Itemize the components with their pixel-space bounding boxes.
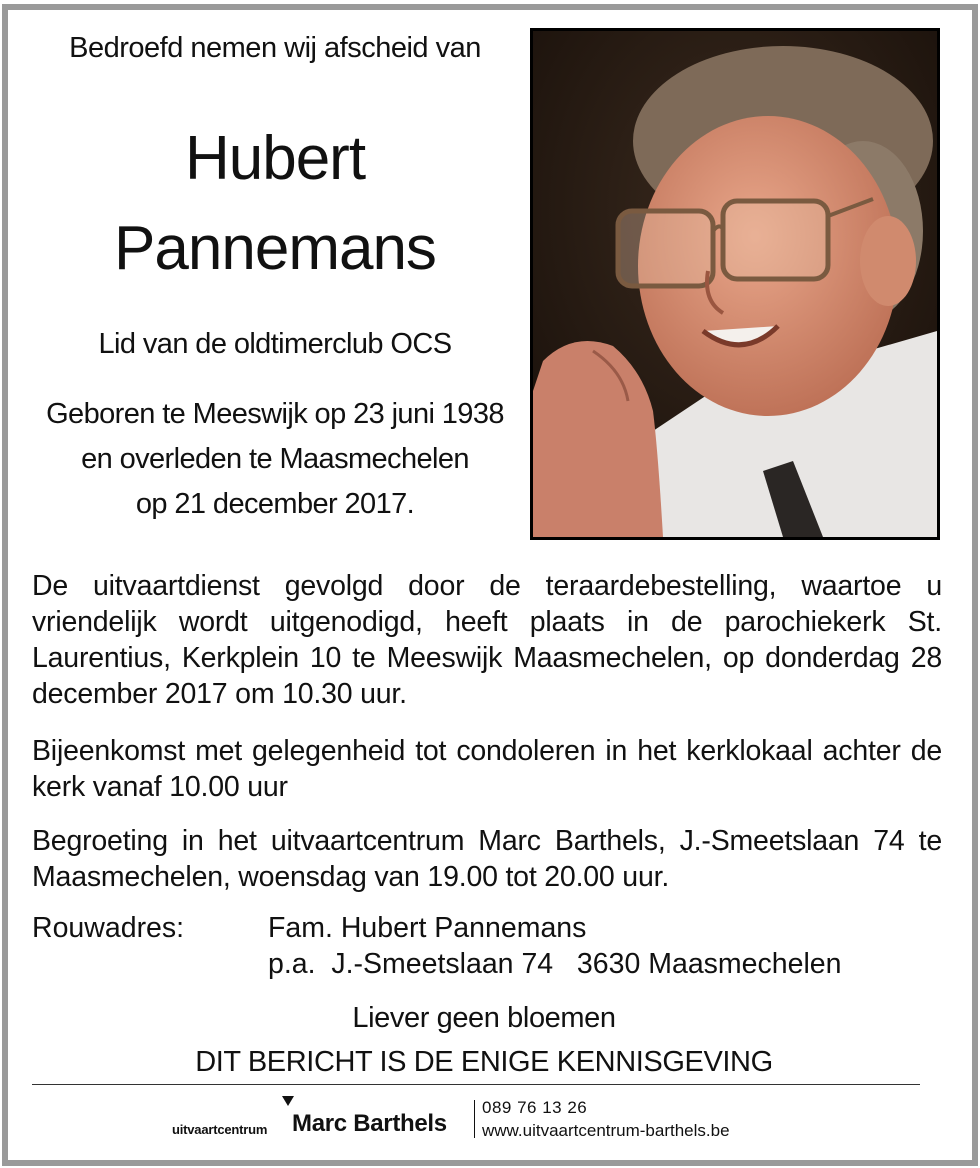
deceased-last-name: Pannemans <box>114 214 436 283</box>
service-paragraph: De uitvaartdienst gevolgd door de teraardebestelling, waartoe u vriendelijk wordt uitgenodigd, heeft plaats in de parochiekerk St. Laurentius, Kerkplein 10 te Meeswijk Maasmechelen, op donderdag 28 december 2017 om 10.30 uur. <box>32 570 942 710</box>
brand-triangle-icon <box>282 1096 294 1106</box>
address-label: Rouwadres: <box>32 912 185 944</box>
membership-text: Lid van de oldtimerclub OCS <box>98 328 452 360</box>
deceased-first-name: Hubert <box>184 124 366 193</box>
death-line: en overleden te Maasmechelen <box>81 443 469 475</box>
portrait-photo <box>530 28 940 540</box>
birth-line: Geboren te Meeswijk op 23 juni 1938 <box>46 398 504 430</box>
footer-brand: Marc Barthels <box>292 1110 447 1137</box>
address-line-1: Fam. Hubert Pannemans <box>268 912 587 944</box>
flowers-note: Liever geen bloemen <box>352 1002 616 1034</box>
life-dates <box>30 392 520 527</box>
gathering-paragraph: Bijeenkomst met gelegenheid tot condoleren in het kerklokaal achter de kerk vanaf 10.00 uur <box>32 735 942 803</box>
death-date-line: op 21 december 2017. <box>135 488 415 520</box>
footer-divider <box>32 1084 920 1085</box>
footer-prefix: uitvaartcentrum <box>172 1122 268 1137</box>
address-line-2: p.a. J.-Smeetslaan 74 3630 Maasmechelen <box>268 948 842 980</box>
footer-website: www.uitvaartcentrum-barthels.be <box>482 1121 730 1140</box>
footer-separator <box>474 1100 475 1138</box>
footer-phone: 089 76 13 26 <box>482 1098 588 1117</box>
greeting-paragraph: Begroeting in het uitvaartcentrum Marc Barthels, J.-Smeetslaan 74 te Maasmechelen, woensdag van 19.00 tot 20.00 uur. <box>32 825 942 893</box>
official-notice: DIT BERICHT IS DE ENIGE KENNISGEVING <box>195 1046 773 1078</box>
intro-text: Bedroefd nemen wij afscheid van <box>69 32 481 64</box>
